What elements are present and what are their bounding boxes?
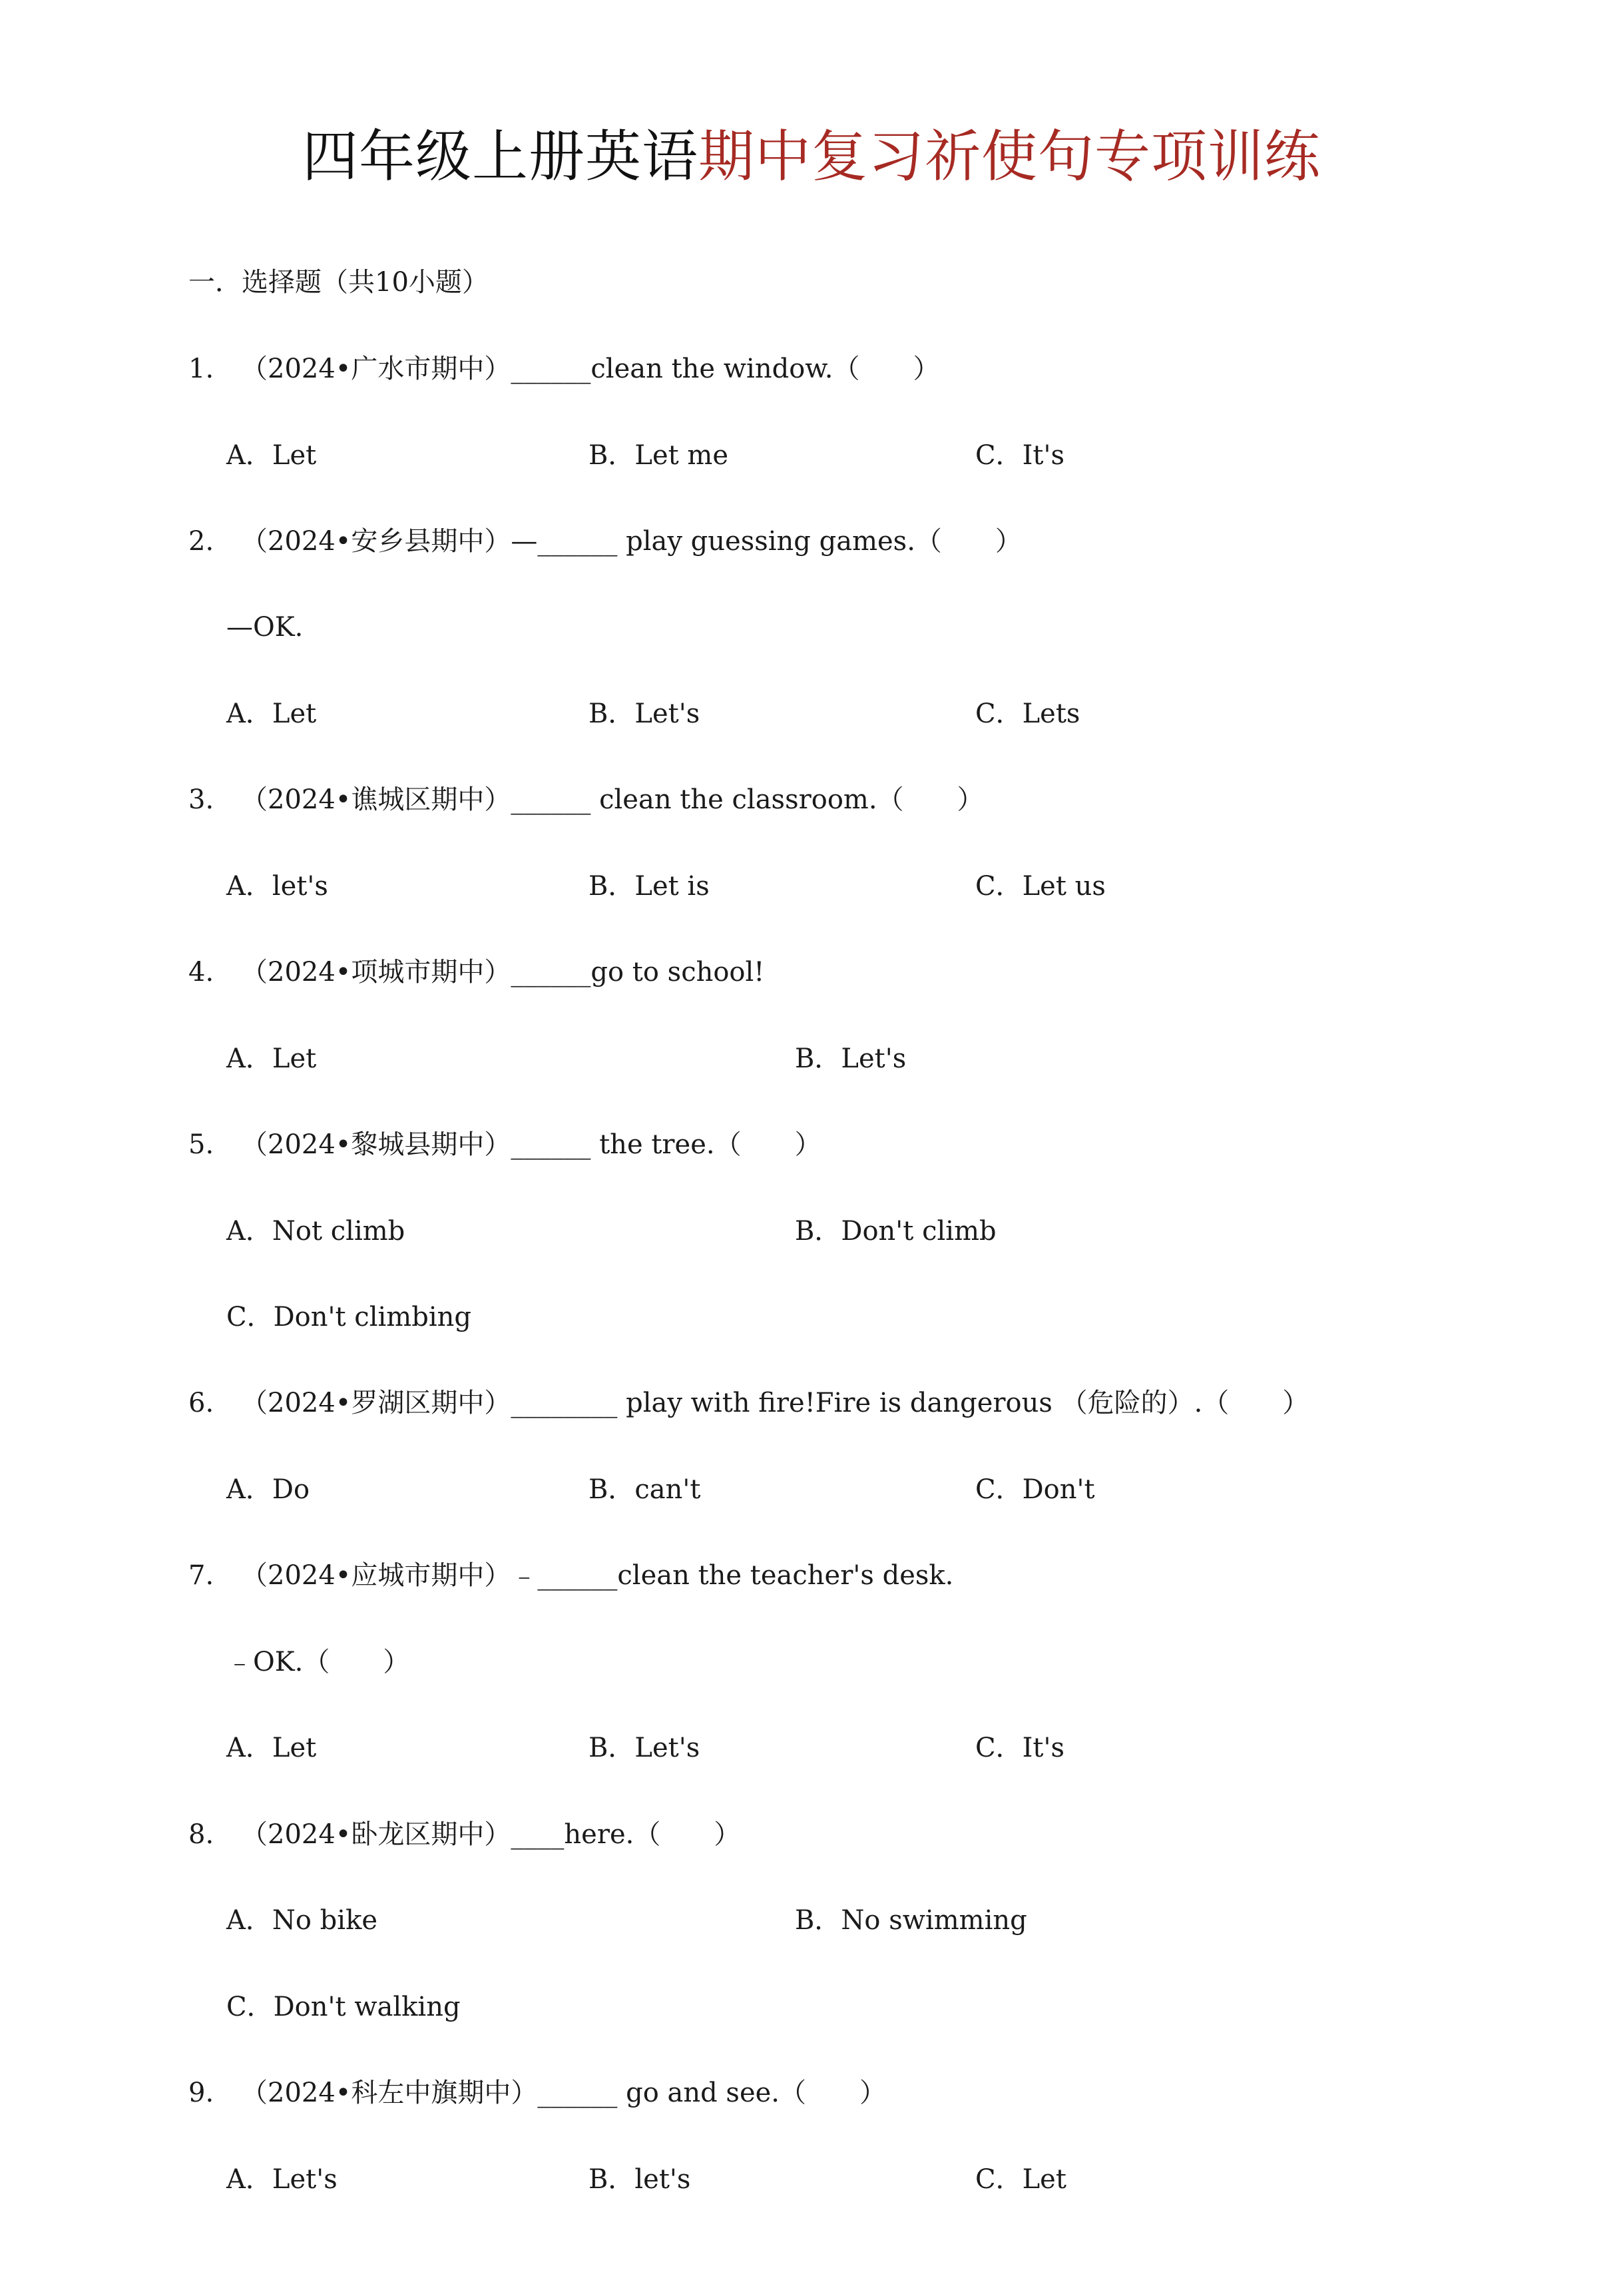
option-a: A．let's (226, 871, 328, 902)
option-b: B．Let is (588, 871, 710, 902)
option-c: C．Don't walking (226, 1992, 461, 2022)
question-text: （2024•安乡县期中）—______ play guessing games.（ ） (241, 526, 1022, 557)
page-title (0, 112, 1623, 192)
question-number: 9. (188, 2078, 214, 2108)
question-number: 2. (188, 526, 214, 557)
question-text: （2024•谯城区期中）______ clean the classroom.（ ） (241, 784, 984, 815)
option-b: B．let's (588, 2164, 691, 2195)
option-a: A．Let (226, 699, 317, 729)
question-number: 6. (188, 1388, 214, 1418)
option-a: A．No bike (226, 1905, 377, 1936)
question-number: 1. (188, 354, 214, 384)
option-c: C．It's (975, 440, 1065, 471)
option-c: C．Don't climbing (226, 1302, 471, 1332)
option-b: B．Let's (795, 1043, 907, 1074)
option-a: A．Let (226, 1733, 317, 1763)
section-heading: 一．选择题（共10小题） (188, 267, 489, 298)
title-red: 期中复习祈使句专项训练 (698, 124, 1321, 189)
question-text: （2024•项城市期中）______go to school! (241, 957, 765, 988)
option-b: B．Let's (588, 699, 700, 729)
question-number: 5. (188, 1129, 214, 1160)
option-c: C．It's (975, 1733, 1065, 1763)
question-number: 7. (188, 1560, 214, 1591)
question-text: （2024•应城市期中）﹣______clean the teacher's desk. (241, 1560, 954, 1591)
question-number: 8. (188, 1819, 214, 1850)
question-text: （2024•广水市期中）______clean the window.（ ） (241, 354, 940, 384)
question-number: 4. (188, 957, 214, 988)
option-b: B．Don't climb (795, 1216, 997, 1247)
option-a: A．Let (226, 440, 317, 471)
option-c: C．Let us (975, 871, 1106, 902)
option-b: B．Let's (588, 1733, 700, 1763)
option-b: B．No swimming (795, 1905, 1027, 1936)
question-text: （2024•黎城县期中）______ the tree.（ ） (241, 1129, 821, 1160)
option-a: A．Let (226, 1043, 317, 1074)
question-number: 3. (188, 784, 214, 815)
option-b: B．Let me (588, 440, 729, 471)
dialogue-reply: ﹣OK.（ ） (226, 1647, 410, 1677)
option-b: B．can't (588, 1474, 701, 1505)
option-a: A．Do (226, 1474, 310, 1505)
question-text: （2024•卧龙区期中）____here.（ ） (241, 1819, 741, 1850)
option-a: A．Let's (226, 2164, 338, 2195)
option-c: C．Lets (975, 699, 1080, 729)
question-text: （2024•罗湖区期中）________ play with fire!Fire is dangerous （危险的）.（ ） (241, 1388, 1309, 1418)
question-text: （2024•科左中旗期中）______ go and see.（ ） (241, 2078, 887, 2108)
dialogue-reply: —OK. (226, 612, 304, 643)
option-c: C．Let (975, 2164, 1066, 2195)
option-c: C．Don't (975, 1474, 1095, 1505)
option-a: A．Not climb (226, 1216, 405, 1247)
title-black: 四年级上册英语 (302, 124, 698, 189)
